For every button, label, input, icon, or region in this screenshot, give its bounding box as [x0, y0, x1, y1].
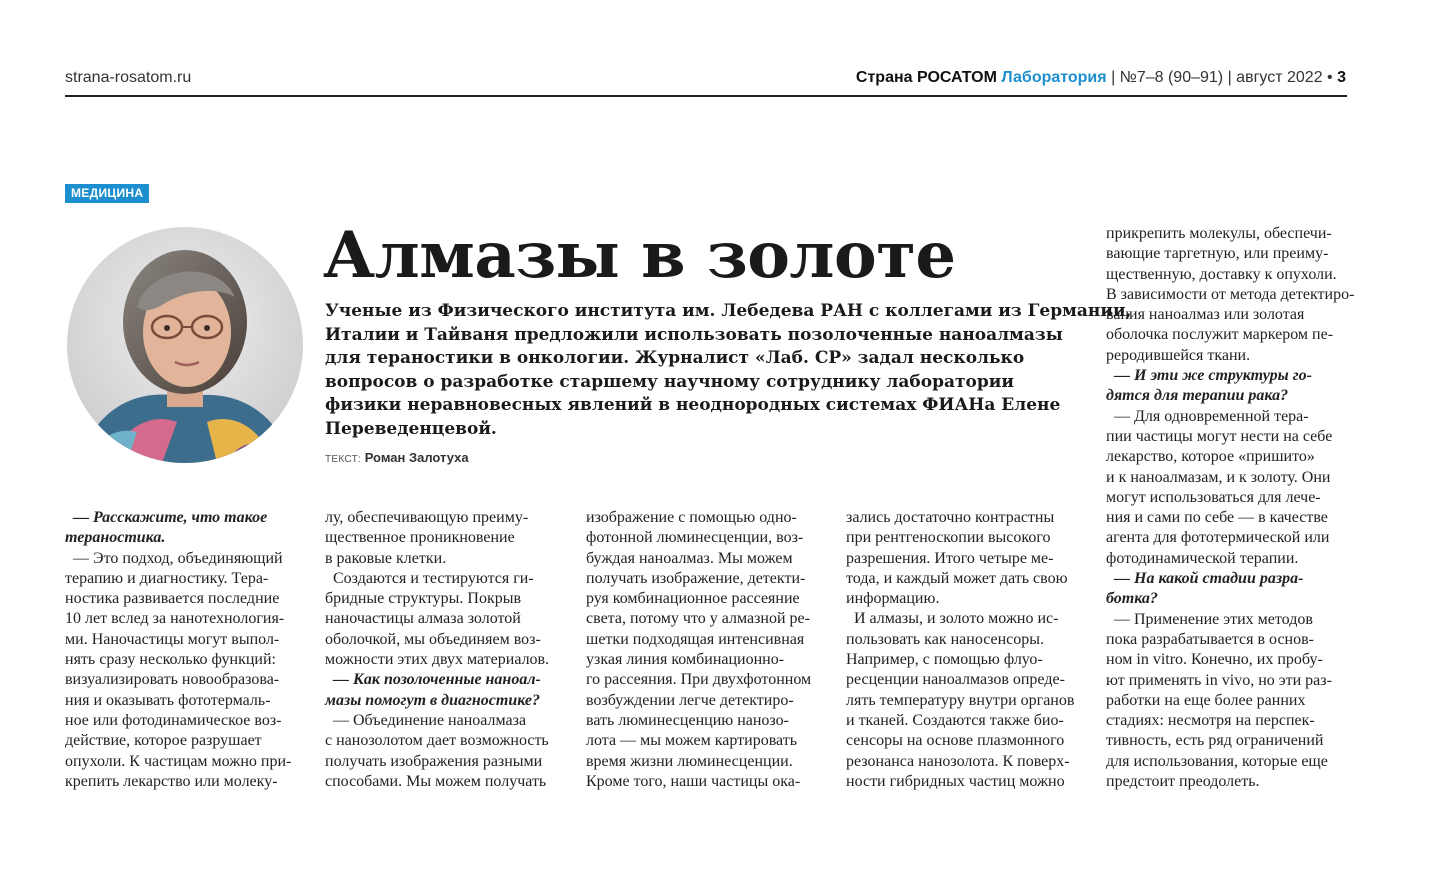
column-line: фотодинамической терапии. [1106, 549, 1299, 567]
column-line: агента для фототермической или [1106, 529, 1330, 547]
rubric-badge: МЕДИЦИНА [65, 184, 149, 203]
column-line: ют применять in vivo, но эти раз- [1106, 671, 1332, 689]
column-line: в раковые клетки. [325, 549, 447, 567]
column-line: с нанозолотом дает возможность [325, 732, 549, 750]
column-line: щественную, доставку к опухоли. [1106, 265, 1337, 283]
column-line: реродившейся ткани. [1106, 346, 1251, 364]
column-line: опухоли. К частицам можно при- [65, 752, 292, 770]
column-line: Создаются и тестируются ги- [333, 569, 534, 587]
text-column-4 [846, 508, 1074, 792]
column-line: и тканей. Создаются также био- [846, 711, 1064, 729]
portrait-image [67, 227, 303, 463]
column-line: лять температуру внутри органов [846, 691, 1075, 709]
byline-caption: ТЕКСТ: [325, 454, 362, 465]
column-line: мазы помогут в диагностике? [325, 691, 540, 709]
column-line: получать изображение, детекти- [586, 569, 806, 587]
column-line: тивность, есть ряд ограничений [1106, 732, 1324, 750]
lead-line: Переведенцевой. [325, 418, 497, 439]
column-line: бридные структуры. Покрыв [325, 590, 522, 608]
column-line: вать люминесценцию нанозо- [586, 711, 789, 729]
column-line: — Как позолоченные наноал- [333, 671, 541, 689]
column-line: шетки подходящая интенсивная [586, 630, 805, 648]
column-line: зались достаточно контрастны [846, 509, 1055, 526]
brand-accent: Лаборатория [1001, 69, 1107, 86]
column-line: фотонной люминесценции, воз- [586, 529, 804, 547]
column-line: ботка? [1106, 590, 1158, 608]
column-line: время жизни люминесценции. [586, 752, 793, 770]
column-line: ное или фотодинамическое воз- [65, 711, 282, 729]
masthead [856, 69, 1346, 87]
byline [325, 450, 469, 465]
column-line: нять сразу несколько функций: [65, 651, 276, 669]
column-line: информацию. [846, 590, 940, 608]
column-line: ном in vitro. Конечно, их пробу- [1106, 651, 1323, 669]
article-headline: Алмазы в золоте [323, 218, 956, 293]
column-line: оболочкой, мы объединяем воз- [325, 630, 541, 648]
column-line: — И эти же структуры го- [1114, 367, 1312, 385]
lead-line: Ученые из Физического института им. Лебедева РАН с коллегами из Германии, [325, 301, 1132, 321]
author-portrait [67, 227, 303, 463]
column-line: визуализировать новообразова- [65, 671, 280, 689]
column-line: ности гибридных частиц можно [846, 772, 1065, 790]
column-line: ния и оказывать фототермаль- [65, 691, 271, 709]
column-line: могут использоваться для лече- [1106, 488, 1321, 506]
column-line: сенсоры на основе плазмонного [846, 732, 1065, 750]
column-line: — На какой стадии разра- [1114, 570, 1304, 588]
column-line: ресценции наноалмазов опреде- [846, 671, 1065, 689]
column-line: щественное проникновение [325, 529, 515, 547]
column-line: тода, и каждый может дать свою [846, 569, 1068, 587]
lead-line: вопросов о разработке старшему научному сотруднику лаборатории [325, 371, 1014, 392]
article-lead [325, 300, 1132, 441]
column-line: лу, обеспечивающую преиму- [325, 509, 529, 526]
column-line: вающие таргетную, или преиму- [1106, 245, 1329, 263]
column-line: — Это подход, объединяющий [73, 549, 283, 567]
column-line: буждая наноалмаз. Мы можем [586, 549, 793, 567]
column-line: для использования, которые еще [1106, 752, 1328, 770]
site-url[interactable]: strana-rosatom.ru [65, 69, 192, 86]
column-line: ния и сами по себе — в качестве [1106, 509, 1328, 527]
column-line: вания наноалмаз или золотая [1106, 306, 1305, 324]
column-line: способами. Мы можем получать [325, 772, 547, 790]
text-column-2 [325, 508, 549, 792]
column-line: Например, с помощью флуо- [846, 651, 1043, 669]
lead-line: Италии и Тайваня предложили использовать позолоченные наноалмазы [325, 324, 1063, 345]
column-line: разрешения. Итого четыре ме- [846, 549, 1054, 567]
text-column-1 [65, 508, 291, 792]
column-line: резонанса нанозолота. К поверх- [846, 752, 1070, 770]
column-line: лота — мы можем картировать [586, 732, 798, 750]
column-line: дятся для терапии рака? [1106, 387, 1289, 405]
brand-main: РОСАТОМ [916, 69, 997, 86]
column-line: го рассеяния. При двухфотонном [586, 671, 812, 689]
text-column-3 [586, 508, 811, 792]
column-line: 10 лет вслед за нанотехнология- [65, 610, 285, 628]
column-line: изображение с помощью одно- [586, 509, 797, 526]
issue-info: | №7–8 (90–91) | август 2022 • [1111, 69, 1333, 86]
column-line: В зависимости от метода детектиро- [1106, 285, 1355, 303]
column-line: пока разрабатывается в основ- [1106, 630, 1314, 648]
column-line: света, потому что у алмазной ре- [586, 610, 810, 628]
lead-line: физики неравновесных явлений в неоднородных системах ФИАНа Елене [325, 395, 1061, 415]
column-line: руя комбинационное рассеяние [586, 590, 800, 608]
column-line: лекарство, которое «пришито» [1106, 448, 1315, 466]
column-line: и к наноалмазам, и к золоту. Они [1106, 468, 1331, 486]
text-column-5 [1106, 224, 1354, 792]
column-line: возбуждении легче детектиро- [586, 691, 794, 709]
byline-author: Роман Залотуха [364, 450, 469, 465]
column-line: И алмазы, и золото можно ис- [854, 610, 1059, 628]
column-line: ностика развивается последние [65, 590, 280, 608]
column-line: стадиях: несмотря на перспек- [1106, 712, 1315, 730]
column-line: прикрепить молекулы, обеспечи- [1106, 225, 1332, 242]
lead-line: для тераностики в онкологии. Журналист «Лаб. СР» задал несколько [325, 348, 1025, 368]
column-line: предстоит преодолеть. [1106, 773, 1260, 791]
column-line: узкая линия комбинационно- [586, 651, 785, 669]
column-line: крепить лекарство или молеку- [65, 772, 278, 790]
column-line: Кроме того, наши частицы ока- [586, 772, 801, 790]
column-line: при рентгеноскопии высокого [846, 529, 1051, 547]
column-line: действие, которое разрушает [65, 732, 262, 750]
column-line: наночастицы алмаза золотой [325, 610, 521, 628]
header-divider [65, 95, 1347, 97]
column-line: — Объединение наноалмаза [333, 711, 527, 729]
column-line: — Для одновременной тера- [1114, 407, 1309, 425]
column-line: — Расскажите, что такое [73, 509, 268, 526]
column-line: ми. Наночастицы могут выпол- [65, 630, 280, 648]
brand-prefix: Страна [855, 69, 913, 86]
column-line: можности этих двух материалов. [325, 651, 550, 669]
column-line: пользовать как наносенсоры. [846, 630, 1045, 648]
column-line: терапию и диагностику. Тера- [65, 569, 269, 587]
column-line: оболочка послужит маркером пе- [1106, 326, 1334, 344]
page-number: 3 [1337, 69, 1346, 86]
column-line: пии частицы могут нести на себе [1106, 427, 1333, 445]
column-line: тераностика. [65, 529, 166, 547]
column-line: — Применение этих методов [1114, 610, 1313, 628]
column-line: работки на еще более ранних [1106, 691, 1306, 709]
column-line: получать изображения разными [325, 752, 543, 770]
